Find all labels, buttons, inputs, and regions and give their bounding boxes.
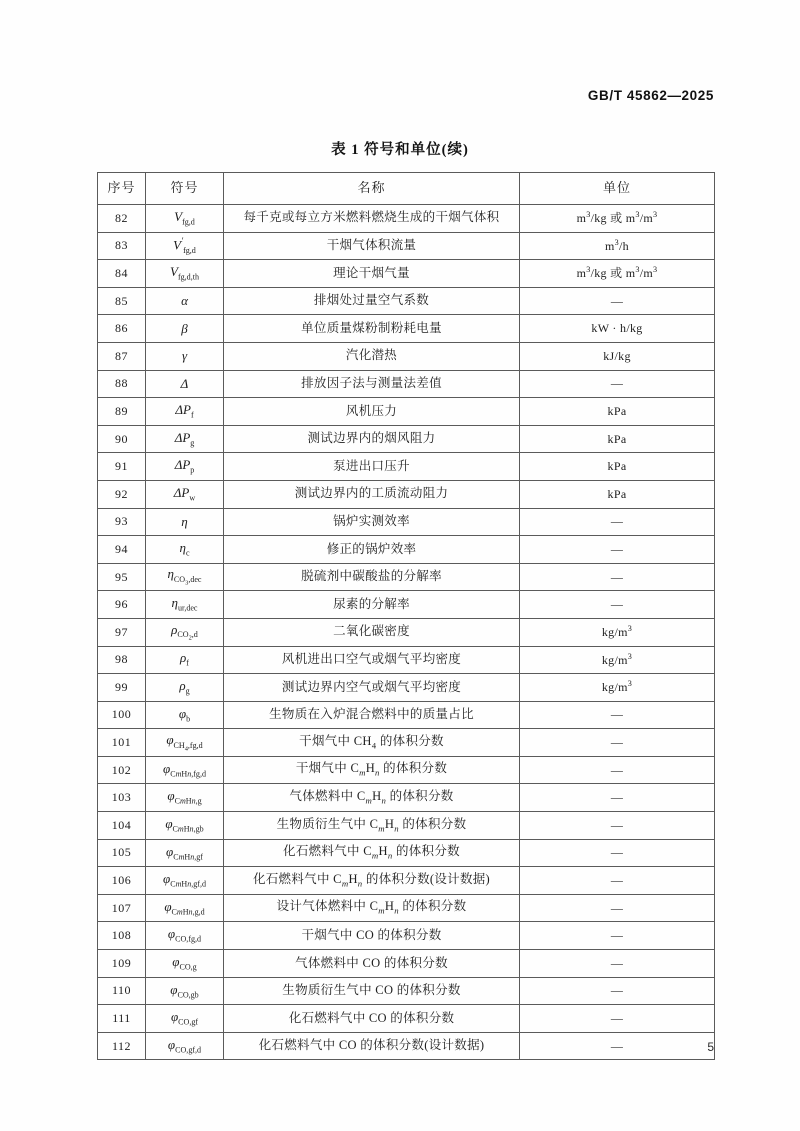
cell-symbol: $\eta_c$ <box>146 536 224 564</box>
cell-unit: — <box>520 563 715 591</box>
table-header-row <box>98 173 715 205</box>
cell-name: 测试边界内的工质流动阻力 <box>224 480 520 508</box>
cell-symbol: $\varphi_{CO,gf}$ <box>146 1005 224 1033</box>
cell-unit: $m^3/kg$ 或 $m^3/m^3$ <box>520 205 715 233</box>
cell-symbol: $\eta_{ur,dec}$ <box>146 591 224 619</box>
cell-symbol: $\rho_{CO_2,d}$ <box>146 618 224 646</box>
table-row <box>98 618 715 646</box>
cell-unit: $kg/m^3$ <box>520 618 715 646</box>
cell-symbol: γ <box>146 342 224 370</box>
cell-sequence-number: 90 <box>98 425 146 453</box>
table-row <box>98 287 715 315</box>
cell-name: 化石燃料气中 CO 的体积分数(设计数据) <box>224 1032 520 1060</box>
cell-symbol: $\Delta P_f$ <box>146 398 224 426</box>
cell-unit: — <box>520 1032 715 1060</box>
cell-name: 修正的锅炉效率 <box>224 536 520 564</box>
cell-symbol: $\varphi_{CmHn,gf}$ <box>146 839 224 867</box>
cell-sequence-number: 106 <box>98 867 146 895</box>
cell-unit: — <box>520 839 715 867</box>
cell-name: 气体燃料中 $C_mH_n$ 的体积分数 <box>224 784 520 812</box>
cell-sequence-number: 95 <box>98 563 146 591</box>
cell-unit: — <box>520 370 715 398</box>
cell-unit: — <box>520 729 715 757</box>
cell-symbol: $V_{fg,d}$ <box>146 205 224 233</box>
table-row <box>98 563 715 591</box>
cell-sequence-number: 107 <box>98 894 146 922</box>
column-header-name: 名称 <box>224 173 520 205</box>
cell-unit: $m^3/kg$ 或 $m^3/m^3$ <box>520 260 715 288</box>
cell-unit: — <box>520 867 715 895</box>
cell-name: 化石燃料气中 CO 的体积分数 <box>224 1005 520 1033</box>
cell-unit: kPa <box>520 425 715 453</box>
cell-name: 排烟处过量空气系数 <box>224 287 520 315</box>
table-row <box>98 453 715 481</box>
cell-unit: kPa <box>520 398 715 426</box>
table-row <box>98 425 715 453</box>
cell-symbol: $\varphi_{CO,gb}$ <box>146 977 224 1005</box>
cell-unit: $kg/m^3$ <box>520 674 715 702</box>
cell-unit: — <box>520 591 715 619</box>
cell-name: 二氧化碳密度 <box>224 618 520 646</box>
table-row <box>98 729 715 757</box>
table-row <box>98 260 715 288</box>
cell-symbol: $\varphi_{CH_4,fg,d}$ <box>146 729 224 757</box>
column-header-symbol: 符号 <box>146 173 224 205</box>
cell-name: 泵进出口压升 <box>224 453 520 481</box>
cell-name: 汽化潜热 <box>224 342 520 370</box>
cell-sequence-number: 99 <box>98 674 146 702</box>
cell-sequence-number: 89 <box>98 398 146 426</box>
cell-sequence-number: 93 <box>98 508 146 536</box>
table-row <box>98 784 715 812</box>
cell-symbol: $\varphi_{CmHn,g,d}$ <box>146 894 224 922</box>
cell-sequence-number: 105 <box>98 839 146 867</box>
cell-unit: — <box>520 508 715 536</box>
cell-sequence-number: 98 <box>98 646 146 674</box>
cell-symbol: $\rho_g$ <box>146 674 224 702</box>
cell-name: 排放因子法与测量法差值 <box>224 370 520 398</box>
cell-symbol: $\varphi_{CO,fg,d}$ <box>146 922 224 950</box>
cell-sequence-number: 103 <box>98 784 146 812</box>
table-row <box>98 232 715 260</box>
cell-name: 化石燃料气中 $C_mH_n$ 的体积分数 <box>224 839 520 867</box>
cell-symbol: $\varphi_{CmHn,g}$ <box>146 784 224 812</box>
cell-sequence-number: 94 <box>98 536 146 564</box>
symbols-and-units-table <box>97 172 715 1060</box>
cell-sequence-number: 97 <box>98 618 146 646</box>
table-body <box>98 205 715 1060</box>
cell-name: 干烟气中 $CH_4$ 的体积分数 <box>224 729 520 757</box>
cell-symbol: $V_{fg,d,th}$ <box>146 260 224 288</box>
table-row <box>98 867 715 895</box>
cell-name: 单位质量煤粉制粉耗电量 <box>224 315 520 343</box>
cell-sequence-number: 102 <box>98 756 146 784</box>
cell-symbol: $\Delta P_w$ <box>146 480 224 508</box>
table-row <box>98 950 715 978</box>
cell-symbol: $\varphi_{CmHn,gb}$ <box>146 812 224 840</box>
cell-unit: — <box>520 1005 715 1033</box>
cell-unit: kJ/kg <box>520 342 715 370</box>
table-row <box>98 756 715 784</box>
column-header-unit: 单位 <box>520 173 715 205</box>
cell-sequence-number: 83 <box>98 232 146 260</box>
cell-symbol: $\Delta P_g$ <box>146 425 224 453</box>
cell-symbol: $\varphi_{CO,gf,d}$ <box>146 1032 224 1060</box>
cell-sequence-number: 108 <box>98 922 146 950</box>
cell-unit: — <box>520 784 715 812</box>
cell-name: 干烟气中 CO 的体积分数 <box>224 922 520 950</box>
cell-sequence-number: 104 <box>98 812 146 840</box>
table-row <box>98 591 715 619</box>
column-header-no: 序号 <box>98 173 146 205</box>
table-row <box>98 812 715 840</box>
cell-symbol: $\varphi_{CO,g}$ <box>146 950 224 978</box>
table-header <box>98 173 715 205</box>
cell-name: 锅炉实测效率 <box>224 508 520 536</box>
cell-sequence-number: 92 <box>98 480 146 508</box>
cell-name: 脱硫剂中碳酸盐的分解率 <box>224 563 520 591</box>
cell-name: 测试边界内的烟风阻力 <box>224 425 520 453</box>
cell-unit: kPa <box>520 453 715 481</box>
cell-symbol: $\rho_f$ <box>146 646 224 674</box>
table-row <box>98 1005 715 1033</box>
cell-symbol: Δ <box>146 370 224 398</box>
cell-sequence-number: 109 <box>98 950 146 978</box>
cell-sequence-number: 111 <box>98 1005 146 1033</box>
cell-sequence-number: 88 <box>98 370 146 398</box>
cell-unit: — <box>520 287 715 315</box>
table-row <box>98 480 715 508</box>
cell-sequence-number: 86 <box>98 315 146 343</box>
cell-unit: kPa <box>520 480 715 508</box>
cell-unit: — <box>520 894 715 922</box>
cell-name: 风机进出口空气或烟气平均密度 <box>224 646 520 674</box>
table-row <box>98 701 715 729</box>
table-row <box>98 674 715 702</box>
cell-name: 气体燃料中 CO 的体积分数 <box>224 950 520 978</box>
table-row <box>98 977 715 1005</box>
cell-name: 每千克或每立方米燃料燃烧生成的干烟气体积 <box>224 205 520 233</box>
cell-unit: $m^3/h$ <box>520 232 715 260</box>
cell-symbol: $\Delta P_p$ <box>146 453 224 481</box>
cell-name: 生物质衍生气中 $C_mH_n$ 的体积分数 <box>224 812 520 840</box>
cell-name: 设计气体燃料中 $C_mH_n$ 的体积分数 <box>224 894 520 922</box>
cell-unit: — <box>520 756 715 784</box>
table-row <box>98 1032 715 1060</box>
table-row <box>98 922 715 950</box>
cell-name: 干烟气体积流量 <box>224 232 520 260</box>
cell-name: 测试边界内空气或烟气平均密度 <box>224 674 520 702</box>
cell-sequence-number: 96 <box>98 591 146 619</box>
cell-unit: — <box>520 536 715 564</box>
symbols-table-container <box>97 172 714 1060</box>
cell-symbol: β <box>146 315 224 343</box>
cell-sequence-number: 91 <box>98 453 146 481</box>
cell-unit: — <box>520 950 715 978</box>
cell-name: 尿素的分解率 <box>224 591 520 619</box>
table-row <box>98 315 715 343</box>
cell-sequence-number: 84 <box>98 260 146 288</box>
table-row <box>98 398 715 426</box>
cell-unit: $kg/m^3$ <box>520 646 715 674</box>
cell-name: 风机压力 <box>224 398 520 426</box>
cell-unit: kW · h/kg <box>520 315 715 343</box>
page-number: 5 <box>707 1040 714 1054</box>
table-row <box>98 342 715 370</box>
cell-symbol: $V'_{fg,d}$ <box>146 232 224 260</box>
cell-unit: — <box>520 812 715 840</box>
table-row <box>98 508 715 536</box>
cell-unit: — <box>520 977 715 1005</box>
cell-sequence-number: 112 <box>98 1032 146 1060</box>
table-row <box>98 839 715 867</box>
cell-name: 理论干烟气量 <box>224 260 520 288</box>
cell-name: 生物质在入炉混合燃料中的质量占比 <box>224 701 520 729</box>
cell-name: 生物质衍生气中 CO 的体积分数 <box>224 977 520 1005</box>
cell-symbol: $\varphi_{CmHn,gf,d}$ <box>146 867 224 895</box>
cell-unit: — <box>520 922 715 950</box>
table-row <box>98 370 715 398</box>
cell-name: 化石燃料气中 $C_mH_n$ 的体积分数(设计数据) <box>224 867 520 895</box>
cell-symbol: $\eta_{CO_3,dec}$ <box>146 563 224 591</box>
cell-sequence-number: 101 <box>98 729 146 757</box>
table-row <box>98 536 715 564</box>
table-row <box>98 646 715 674</box>
cell-sequence-number: 85 <box>98 287 146 315</box>
cell-symbol: α <box>146 287 224 315</box>
cell-unit: — <box>520 701 715 729</box>
cell-symbol: $\varphi_b$ <box>146 701 224 729</box>
table-row <box>98 894 715 922</box>
cell-sequence-number: 87 <box>98 342 146 370</box>
cell-sequence-number: 110 <box>98 977 146 1005</box>
table-row <box>98 205 715 233</box>
cell-sequence-number: 100 <box>98 701 146 729</box>
cell-name: 干烟气中 $C_mH_n$ 的体积分数 <box>224 756 520 784</box>
cell-symbol: $\varphi_{CmHn,fg,d}$ <box>146 756 224 784</box>
standard-number-header: GB/T 45862—2025 <box>587 88 714 103</box>
cell-sequence-number: 82 <box>98 205 146 233</box>
cell-symbol: η <box>146 508 224 536</box>
table-caption: 表 1 符号和单位(续) <box>331 142 469 158</box>
